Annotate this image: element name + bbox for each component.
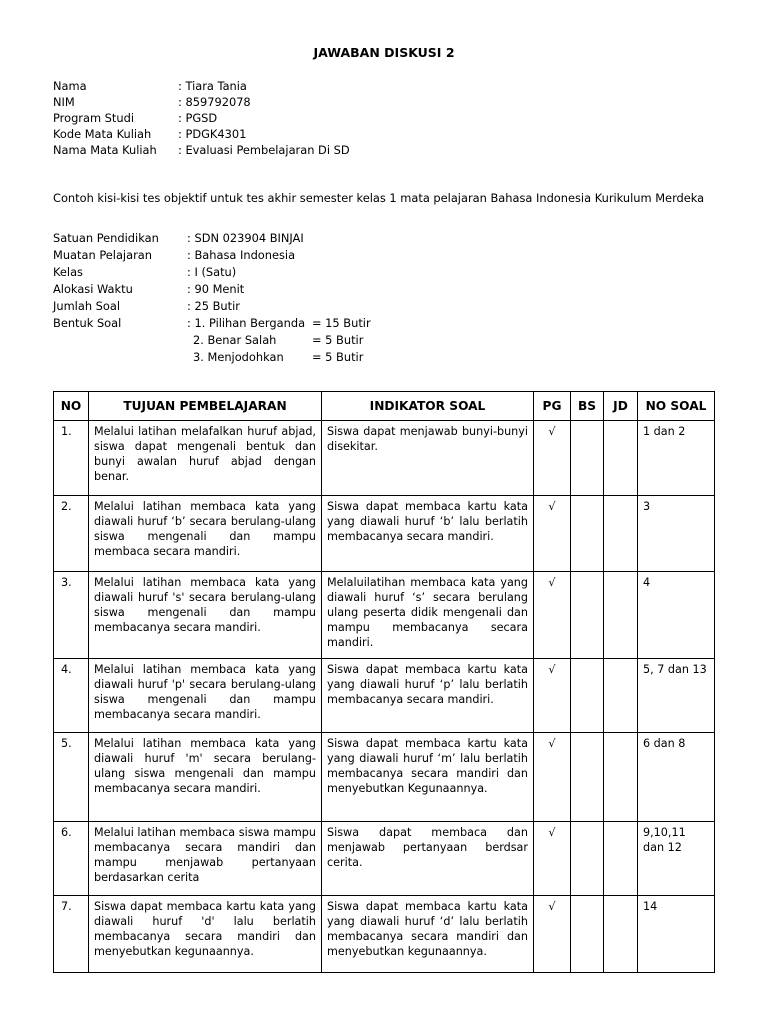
- cell-no: 3.: [54, 572, 89, 659]
- bentuk-sub-count: = 5 Butir: [312, 333, 364, 347]
- detail-row-kelas: [53, 264, 371, 281]
- table-row: [54, 572, 715, 659]
- header-no-soal: NO SOAL: [638, 392, 715, 421]
- header-indikator: INDIKATOR SOAL: [322, 392, 534, 421]
- detail-row-satuan: [53, 230, 371, 247]
- identity-label: Kode Mata Kuliah: [53, 127, 152, 141]
- cell-indikator: Siswa dapat membaca kartu kata yang diawali huruf ‘d’ lalu berlatih membacanya secara mandiri dan menyebutkan kegunaannya.: [322, 896, 534, 973]
- identity-value: : Evaluasi Pembelajaran Di SD: [178, 143, 350, 157]
- header-no: NO: [54, 392, 89, 421]
- table-row: [54, 733, 715, 822]
- cell-no-soal: 14: [638, 896, 715, 973]
- intro-text: Contoh kisi-kisi tes objektif untuk tes akhir semester kelas 1 mata pelajaran Bahasa Indonesia Kurikulum Merdeka: [53, 191, 705, 205]
- cell-jd: [604, 572, 638, 659]
- cell-bs: [571, 496, 604, 572]
- bentuk-sub-label: 2. Benar Salah: [193, 333, 277, 347]
- detail-value: : 25 Butir: [187, 299, 240, 313]
- cell-pg: √: [534, 733, 571, 822]
- table-row: [54, 822, 715, 896]
- cell-no: 1.: [54, 421, 89, 496]
- cell-no: 6.: [54, 822, 89, 896]
- bentuk-sub-row: [53, 349, 371, 366]
- cell-pg: √: [534, 421, 571, 496]
- detail-label: Jumlah Soal: [53, 299, 121, 313]
- cell-no: 7.: [54, 896, 89, 973]
- details-block: [53, 230, 371, 366]
- cell-bs: [571, 896, 604, 973]
- cell-bs: [571, 421, 604, 496]
- cell-no-soal: 3: [638, 496, 715, 572]
- cell-no-soal: 5, 7 dan 13: [638, 659, 715, 733]
- bentuk-sub-row: [53, 332, 371, 349]
- cell-indikator: Melaluilatihan membaca kata yang diawali huruf ‘s’ secara berulang ulang peserta didik mengenali dan mampu membacanya secara mandiri.: [322, 572, 534, 659]
- cell-indikator: Siswa dapat menjawab bunyi-bunyi disekitar.: [322, 421, 534, 496]
- cell-tujuan: Melalui latihan membaca kata yang diawali huruf ‘b’ secara berulang-ulang siswa mengenali dan mampu membaca secara mandiri.: [89, 496, 322, 572]
- identity-row-nim: [53, 94, 350, 110]
- table-header-row: [54, 392, 715, 421]
- cell-jd: [604, 421, 638, 496]
- table-row: [54, 421, 715, 496]
- cell-tujuan: Melalui latihan membaca siswa mampu membacanya secara mandiri dan mampu menjawab pertanyaan berdasarkan cerita: [89, 822, 322, 896]
- identity-row-nama: [53, 78, 350, 94]
- cell-no: 5.: [54, 733, 89, 822]
- identity-label: Program Studi: [53, 111, 134, 125]
- cell-no: 4.: [54, 659, 89, 733]
- identity-row-kode-mk: [53, 126, 350, 142]
- cell-tujuan: Melalui latihan melafalkan huruf abjad, siswa dapat mengenali bentuk dan bunyi awalan huruf abjad dengan benar.: [89, 421, 322, 496]
- detail-value: : 1. Pilihan Berganda: [187, 316, 306, 330]
- cell-indikator: Siswa dapat membaca dan menjawab pertanyaan berdsar cerita.: [322, 822, 534, 896]
- cell-bs: [571, 733, 604, 822]
- detail-value: : Bahasa Indonesia: [187, 248, 296, 262]
- cell-tujuan: Melalui latihan membaca kata yang diawali huruf 'm' secara berulang-ulang siswa mengenali dan mampu membacanya secara mandiri.: [89, 733, 322, 822]
- detail-label: Bentuk Soal: [53, 316, 122, 330]
- cell-no: 2.: [54, 496, 89, 572]
- identity-value: : PDGK4301: [178, 127, 247, 141]
- cell-no-soal: 4: [638, 572, 715, 659]
- detail-label: Kelas: [53, 265, 83, 279]
- identity-value: : PGSD: [178, 111, 218, 125]
- cell-no-soal: 9,10,11 dan 12: [638, 822, 715, 896]
- detail-label: Alokasi Waktu: [53, 282, 133, 296]
- detail-label: Muatan Pelajaran: [53, 248, 152, 262]
- cell-jd: [604, 659, 638, 733]
- cell-pg: √: [534, 572, 571, 659]
- cell-tujuan: Melalui latihan membaca kata yang diawali huruf 'p' secara berulang-ulang siswa mengenali dan mampu membacanya secara mandiri.: [89, 659, 322, 733]
- cell-bs: [571, 659, 604, 733]
- detail-row-muatan: [53, 247, 371, 264]
- document-title: JAWABAN DISKUSI 2: [313, 45, 455, 60]
- identity-block: [53, 78, 350, 158]
- cell-jd: [604, 822, 638, 896]
- kisi-kisi-table: [53, 391, 715, 973]
- cell-jd: [604, 496, 638, 572]
- cell-bs: [571, 572, 604, 659]
- cell-pg: √: [534, 496, 571, 572]
- cell-no-soal: 6 dan 8: [638, 733, 715, 822]
- bentuk-sub-label: 3. Menjodohkan: [193, 350, 284, 364]
- cell-pg: √: [534, 659, 571, 733]
- cell-indikator: Siswa dapat membaca kartu kata yang diawali huruf ‘b’ lalu berlatih membacanya secara mandiri.: [322, 496, 534, 572]
- cell-tujuan: Siswa dapat membaca kartu kata yang diawali huruf 'd' lalu berlatih membacanya secara mandiri dan menyebutkan kegunaannya.: [89, 896, 322, 973]
- table-row: [54, 659, 715, 733]
- detail-value: : 90 Menit: [187, 282, 245, 296]
- identity-label: Nama: [53, 79, 87, 93]
- cell-bs: [571, 822, 604, 896]
- identity-row-nama-mk: [53, 142, 350, 158]
- cell-pg: √: [534, 822, 571, 896]
- identity-row-program-studi: [53, 110, 350, 126]
- cell-no-soal: 1 dan 2: [638, 421, 715, 496]
- header-bs: BS: [571, 392, 604, 421]
- identity-value: : Tiara Tania: [178, 79, 247, 93]
- detail-count: = 15 Butir: [312, 316, 371, 330]
- cell-pg: √: [534, 896, 571, 973]
- identity-value: : 859792078: [178, 95, 251, 109]
- cell-tujuan: Melalui latihan membaca kata yang diawali huruf 's' secara berulang-ulang siswa mengenali dan mampu membacanya secara mandiri.: [89, 572, 322, 659]
- cell-indikator: Siswa dapat membaca kartu kata yang diawali huruf ‘m’ lalu berlatih membacanya secara mandiri dan menyebutkan Kegunaannya.: [322, 733, 534, 822]
- detail-value: : SDN 023904 BINJAI: [187, 231, 304, 245]
- table-row: [54, 896, 715, 973]
- detail-value: : I (Satu): [187, 265, 237, 279]
- table-row: [54, 496, 715, 572]
- header-pg: PG: [534, 392, 571, 421]
- identity-label: NIM: [53, 95, 75, 109]
- header-tujuan: TUJUAN PEMBELAJARAN: [89, 392, 322, 421]
- cell-jd: [604, 896, 638, 973]
- header-jd: JD: [604, 392, 638, 421]
- cell-indikator: Siswa dapat membaca kartu kata yang diawali huruf ‘p’ lalu berlatih membacanya secara mandiri.: [322, 659, 534, 733]
- identity-label: Nama Mata Kuliah: [53, 143, 157, 157]
- detail-row-alokasi: [53, 281, 371, 298]
- detail-row-bentuk: [53, 315, 371, 332]
- cell-jd: [604, 733, 638, 822]
- detail-row-jumlah: [53, 298, 371, 315]
- detail-label: Satuan Pendidikan: [53, 231, 159, 245]
- bentuk-sub-count: = 5 Butir: [312, 350, 364, 364]
